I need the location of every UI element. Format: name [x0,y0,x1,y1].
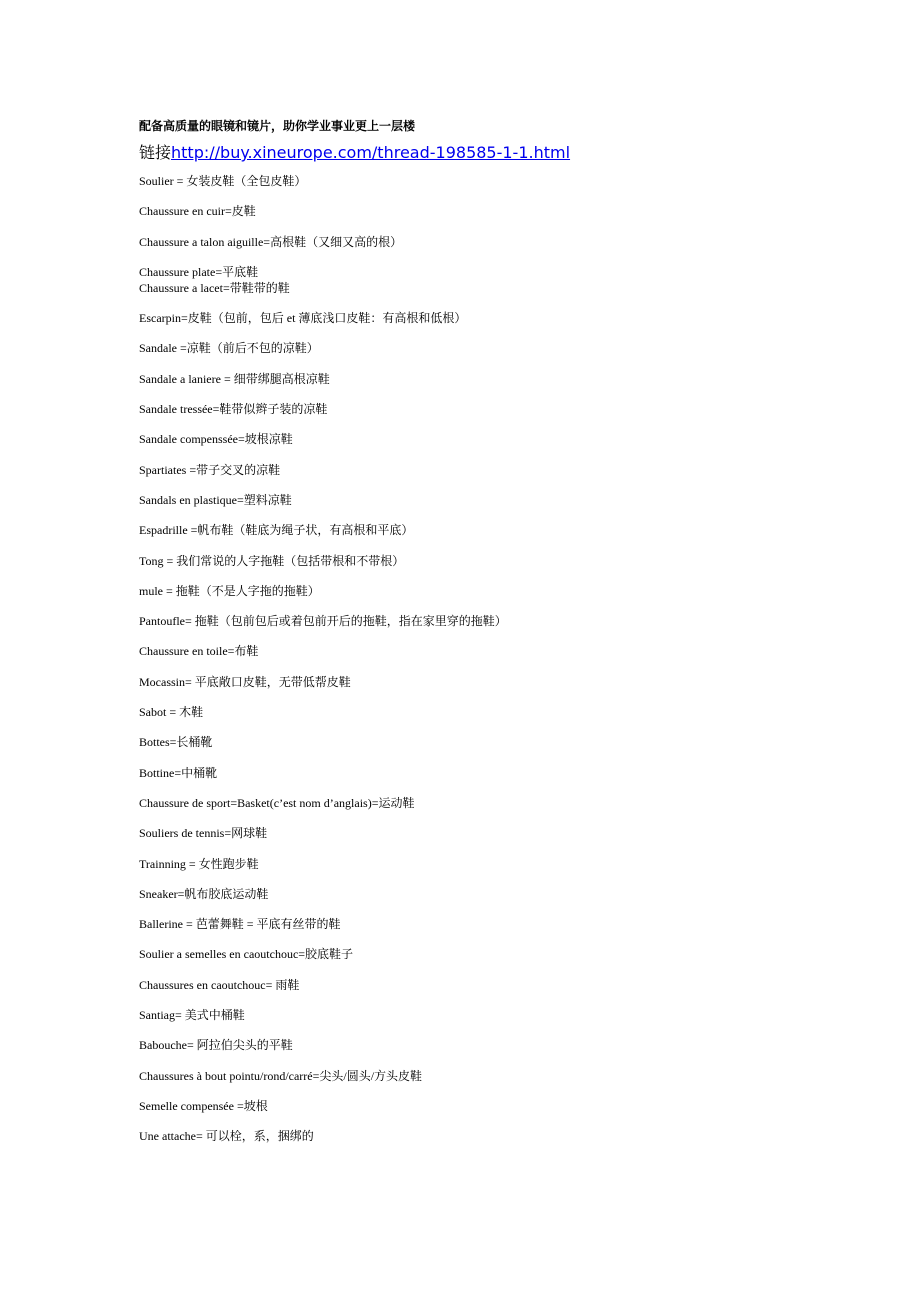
list-item: Chaussure de sport=Basket(c’est nom d’anglais)=运动鞋 [139,795,415,810]
list-item: Sabot = 木鞋 [139,705,204,720]
list-item: Tong = 我们常说的人字拖鞋（包括带根和不带根） [139,553,405,568]
list-item: Espadrille =帆布鞋（鞋底为绳子状，有高根和平底） [139,523,414,538]
list-item: Chaussure en toile=布鞋 [139,644,259,659]
list-item: Ballerine = 芭蕾舞鞋 = 平底有丝带的鞋 [139,917,341,932]
list-item: Sandale compenssée=坡根凉鞋 [139,432,293,447]
list-item: Chaussure a lacet=带鞋带的鞋 [139,280,290,295]
list-item: Une attache= 可以栓，系，捆绑的 [139,1129,314,1144]
list-item: Santiag= 美式中桶鞋 [139,1008,245,1023]
list-item: Sandals en plastique=塑料凉鞋 [139,492,292,507]
list-item: Chaussures à bout pointu/rond/carré=尖头/圆头/方头皮鞋 [139,1068,423,1083]
list-item: Sandale a laniere = 细带绑腿高根凉鞋 [139,371,330,386]
list-item: Trainning = 女性跑步鞋 [139,856,259,871]
list-item: Bottine=中桶靴 [139,765,218,780]
page-title: 配备高质量的眼镜和镜片，助你学业事业更上一层楼 [139,119,416,133]
list-item: Chaussure plate=平底鞋 [139,264,259,279]
list-item: Spartiates =带子交叉的凉鞋 [139,462,281,477]
list-item: Bottes=长桶靴 [139,735,213,750]
list-item: Semelle compensée =坡根 [139,1098,268,1113]
list-item: mule = 拖鞋（不是人字拖的拖鞋） [139,583,320,598]
list-item: Souliers de tennis=网球鞋 [139,826,268,841]
list-item: Soulier a semelles en caoutchouc=胶底鞋子 [139,947,354,962]
list-item: Chaussures en caoutchouc= 雨鞋 [139,977,300,992]
link-line [139,142,839,164]
list-item: Sneaker=帆布胶底运动鞋 [139,886,269,901]
list-item: Sandale =凉鞋（前后不包的凉鞋） [139,341,319,356]
list-item: Mocassin= 平底敞口皮鞋，无带低帮皮鞋 [139,674,351,689]
list-item: Babouche= 阿拉伯尖头的平鞋 [139,1038,293,1053]
list-item: Escarpin=皮鞋（包前，包后 et 薄底浅口皮鞋：有高根和低根） [139,311,467,326]
list-item: Soulier = 女装皮鞋（全包皮鞋） [139,174,307,188]
list-item: Sandale tressée=鞋带似辫子装的凉鞋 [139,402,328,417]
vocabulary-list [139,173,839,1144]
thread-link[interactable]: http://buy.xineurope.com/thread-198585-1-1.html [171,143,571,162]
list-item: Pantoufle= 拖鞋（包前包后或着包前开后的拖鞋，指在家里穿的拖鞋） [139,614,507,629]
document-page [139,117,839,1159]
link-label: 链接 [139,143,172,162]
list-item: Chaussure a talon aiguille=高根鞋（又细又高的根） [139,234,403,249]
list-item: Chaussure en cuir=皮鞋 [139,204,256,219]
